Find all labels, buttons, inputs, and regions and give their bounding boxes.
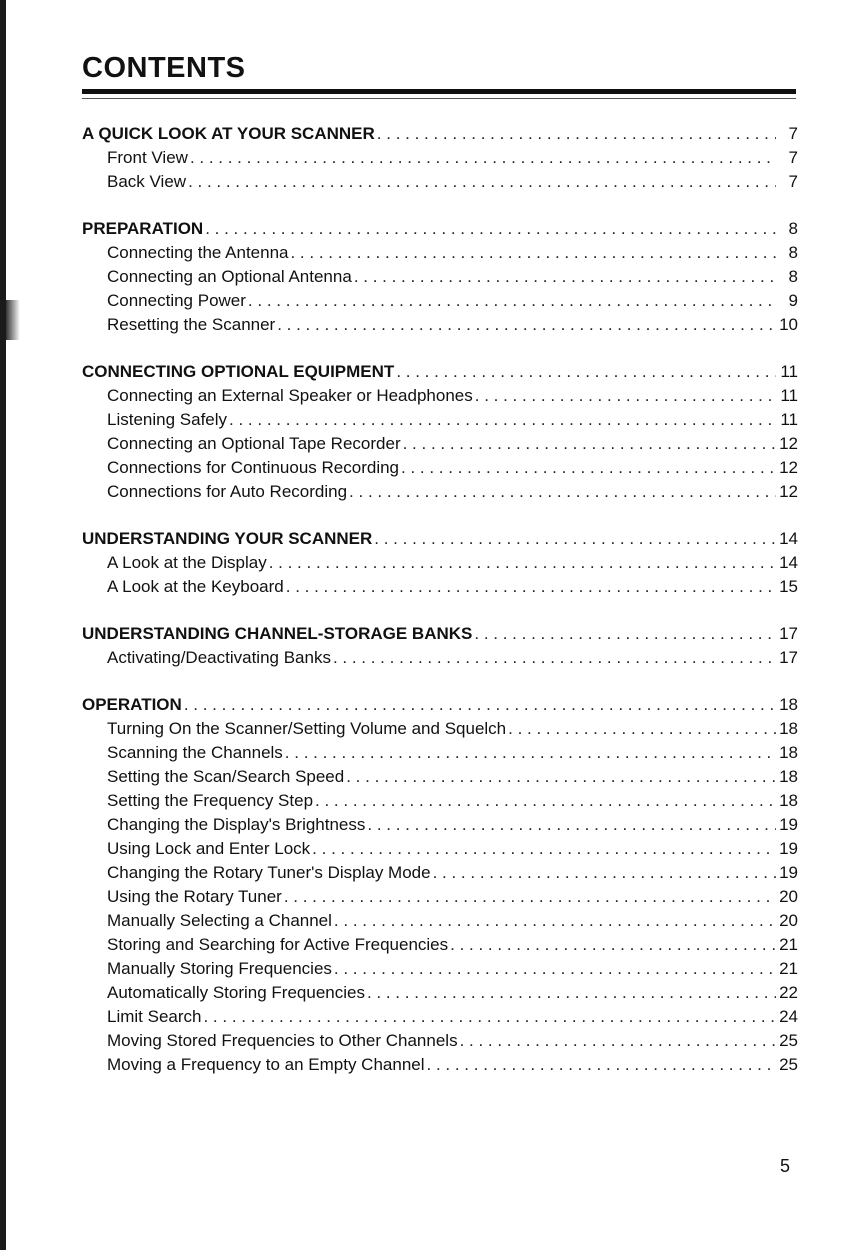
toc-entry[interactable] (82, 146, 798, 170)
dot-leader (433, 861, 776, 885)
table-of-contents (82, 122, 798, 1100)
toc-section (82, 527, 798, 599)
toc-entry-label: Connecting Power (107, 291, 246, 310)
dot-leader (333, 646, 776, 670)
toc-entry-page: 19 (779, 815, 798, 834)
toc-entry[interactable] (82, 1053, 798, 1077)
toc-entry[interactable] (82, 1029, 798, 1053)
dot-leader (285, 741, 776, 765)
dot-leader (184, 693, 776, 717)
toc-entry[interactable] (82, 408, 798, 432)
dot-leader (403, 432, 776, 456)
toc-entry-page: 21 (779, 959, 798, 978)
dot-leader (367, 813, 776, 837)
toc-entry-label: Automatically Storing Frequencies (107, 983, 365, 1002)
toc-entry[interactable] (82, 837, 798, 861)
toc-entry-label: Connections for Continuous Recording (107, 458, 400, 477)
toc-entry-page: 12 (779, 434, 798, 453)
toc-entry-label: Moving a Frequency to an Empty Channel (107, 1055, 425, 1074)
toc-entry-page: 20 (779, 887, 798, 906)
scan-mark (6, 300, 20, 340)
dot-leader (290, 241, 776, 265)
dot-leader (284, 885, 776, 909)
toc-entry-label: Resetting the Scanner (107, 315, 276, 334)
dot-leader (474, 622, 776, 646)
toc-entry-page: 25 (779, 1031, 798, 1050)
toc-entry-label: Setting the Frequency Step (107, 791, 314, 810)
toc-entry-page: 11 (780, 386, 798, 405)
toc-entry-label: Storing and Searching for Active Frequencies (107, 935, 449, 954)
toc-entry[interactable] (82, 861, 798, 885)
dot-leader (377, 122, 776, 146)
toc-entry[interactable] (82, 933, 798, 957)
toc-entry-label: Setting the Scan/Search Speed (107, 767, 345, 786)
dot-leader (315, 789, 776, 813)
toc-section (82, 122, 798, 194)
toc-entry-page: 10 (779, 315, 798, 334)
toc-entry-page: 7 (788, 172, 798, 191)
toc-entry-label: Connecting an Optional Tape Recorder (107, 434, 401, 453)
toc-entry-page: 18 (779, 743, 798, 762)
dot-leader (188, 170, 776, 194)
toc-entry-label: Scanning the Channels (107, 743, 283, 762)
toc-entry-label: Limit Search (107, 1007, 202, 1026)
toc-section (82, 622, 798, 670)
toc-heading-label: CONNECTING OPTIONAL EQUIPMENT (82, 362, 395, 381)
toc-entry-page: 18 (779, 791, 798, 810)
toc-entry[interactable] (82, 456, 798, 480)
toc-entry-page: 7 (788, 148, 798, 167)
toc-entry-label: Using Lock and Enter Lock (107, 839, 311, 858)
title-rule-thin (82, 98, 796, 99)
toc-entry[interactable] (82, 813, 798, 837)
dot-leader (460, 1029, 776, 1053)
toc-heading-label: OPERATION (82, 695, 182, 714)
toc-heading-page: 8 (788, 219, 798, 238)
toc-entry-page: 8 (788, 267, 798, 286)
toc-entry[interactable] (82, 241, 798, 265)
toc-entry[interactable] (82, 885, 798, 909)
toc-entry[interactable] (82, 1005, 798, 1029)
toc-heading-page: 7 (788, 124, 798, 143)
dot-leader (286, 575, 776, 599)
toc-heading[interactable] (82, 527, 798, 551)
dot-leader (248, 289, 776, 313)
toc-section (82, 217, 798, 337)
dot-leader (346, 765, 776, 789)
page-number: 5 (780, 1156, 791, 1176)
toc-heading-label: PREPARATION (82, 219, 204, 238)
toc-entry[interactable] (82, 957, 798, 981)
toc-entry-label: Manually Storing Frequencies (107, 959, 332, 978)
toc-entry-page: 21 (779, 935, 798, 954)
toc-entry-page: 24 (779, 1007, 798, 1026)
toc-entry[interactable] (82, 717, 798, 741)
page-binding-edge (0, 0, 6, 1250)
toc-entry-label: Moving Stored Frequencies to Other Channels (107, 1031, 458, 1050)
dot-leader (396, 360, 776, 384)
toc-entry-page: 18 (779, 719, 798, 738)
toc-heading[interactable] (82, 360, 798, 384)
toc-entry[interactable] (82, 909, 798, 933)
toc-entry-label: Turning On the Scanner/Setting Volume and Squelch (107, 719, 507, 738)
toc-section (82, 360, 798, 504)
title-rule-thick (82, 89, 796, 94)
toc-entry-page: 22 (779, 983, 798, 1002)
dot-leader (205, 217, 776, 241)
toc-entry-page: 15 (779, 577, 798, 596)
dot-leader (312, 837, 776, 861)
page-title: CONTENTS (82, 52, 246, 84)
toc-entry-label: Changing the Rotary Tuner's Display Mode (107, 863, 431, 882)
dot-leader (450, 933, 776, 957)
dot-leader (277, 313, 776, 337)
dot-leader (334, 957, 776, 981)
toc-entry[interactable] (82, 551, 798, 575)
toc-entry-page: 8 (788, 243, 798, 262)
toc-entry-label: Changing the Display's Brightness (107, 815, 366, 834)
toc-entry-label: Manually Selecting a Channel (107, 911, 332, 930)
toc-entry-label: Using the Rotary Tuner (107, 887, 282, 906)
toc-entry[interactable] (82, 480, 798, 504)
toc-entry[interactable] (82, 575, 798, 599)
dot-leader (427, 1053, 776, 1077)
toc-entry[interactable] (82, 313, 798, 337)
toc-entry-page: 9 (788, 291, 798, 310)
dot-leader (374, 527, 776, 551)
toc-entry-page: 18 (779, 767, 798, 786)
toc-entry-page: 14 (779, 553, 798, 572)
toc-entry-label: A Look at the Display (107, 553, 267, 572)
toc-section (82, 693, 798, 1077)
toc-entry[interactable] (82, 265, 798, 289)
toc-entry[interactable] (82, 289, 798, 313)
toc-entry-page: 17 (779, 648, 798, 667)
toc-heading-label: UNDERSTANDING YOUR SCANNER (82, 529, 373, 548)
dot-leader (367, 981, 776, 1005)
dot-leader (334, 909, 776, 933)
toc-heading-page: 17 (779, 624, 798, 643)
dot-leader (190, 146, 776, 170)
toc-entry-label: Connecting the Antenna (107, 243, 289, 262)
toc-heading[interactable] (82, 693, 798, 717)
toc-entry[interactable] (82, 765, 798, 789)
dot-leader (349, 480, 776, 504)
toc-heading[interactable] (82, 122, 798, 146)
toc-heading-page: 11 (780, 362, 798, 381)
dot-leader (354, 265, 776, 289)
toc-entry-label: Connecting an External Speaker or Headphones (107, 386, 473, 405)
toc-entry-page: 12 (779, 482, 798, 501)
toc-entry[interactable] (82, 981, 798, 1005)
toc-heading-page: 18 (779, 695, 798, 714)
toc-entry-label: Connections for Auto Recording (107, 482, 348, 501)
dot-leader (269, 551, 776, 575)
toc-entry-page: 12 (779, 458, 798, 477)
dot-leader (508, 717, 776, 741)
toc-entry-page: 19 (779, 839, 798, 858)
toc-heading[interactable] (82, 217, 798, 241)
dot-leader (401, 456, 776, 480)
toc-entry-page: 11 (780, 410, 798, 429)
toc-entry[interactable] (82, 741, 798, 765)
dot-leader (475, 384, 776, 408)
toc-entry-label: A Look at the Keyboard (107, 577, 284, 596)
toc-heading-page: 14 (779, 529, 798, 548)
toc-entry-label: Listening Safely (107, 410, 228, 429)
toc-entry[interactable] (82, 789, 798, 813)
toc-entry[interactable] (82, 384, 798, 408)
toc-entry[interactable] (82, 432, 798, 456)
toc-entry-label: Activating/Deactivating Banks (107, 648, 331, 667)
toc-heading[interactable] (82, 622, 798, 646)
toc-entry-page: 19 (779, 863, 798, 882)
toc-entry-label: Back View (107, 172, 187, 191)
dot-leader (203, 1005, 776, 1029)
toc-entry-page: 20 (779, 911, 798, 930)
toc-entry[interactable] (82, 646, 798, 670)
toc-heading-label: UNDERSTANDING CHANNEL-STORAGE BANKS (82, 624, 473, 643)
toc-entry[interactable] (82, 170, 798, 194)
toc-heading-label: A QUICK LOOK AT YOUR SCANNER (82, 124, 375, 143)
dot-leader (229, 408, 776, 432)
toc-entry-label: Connecting an Optional Antenna (107, 267, 352, 286)
toc-entry-label: Front View (107, 148, 188, 167)
toc-entry-page: 25 (779, 1055, 798, 1074)
